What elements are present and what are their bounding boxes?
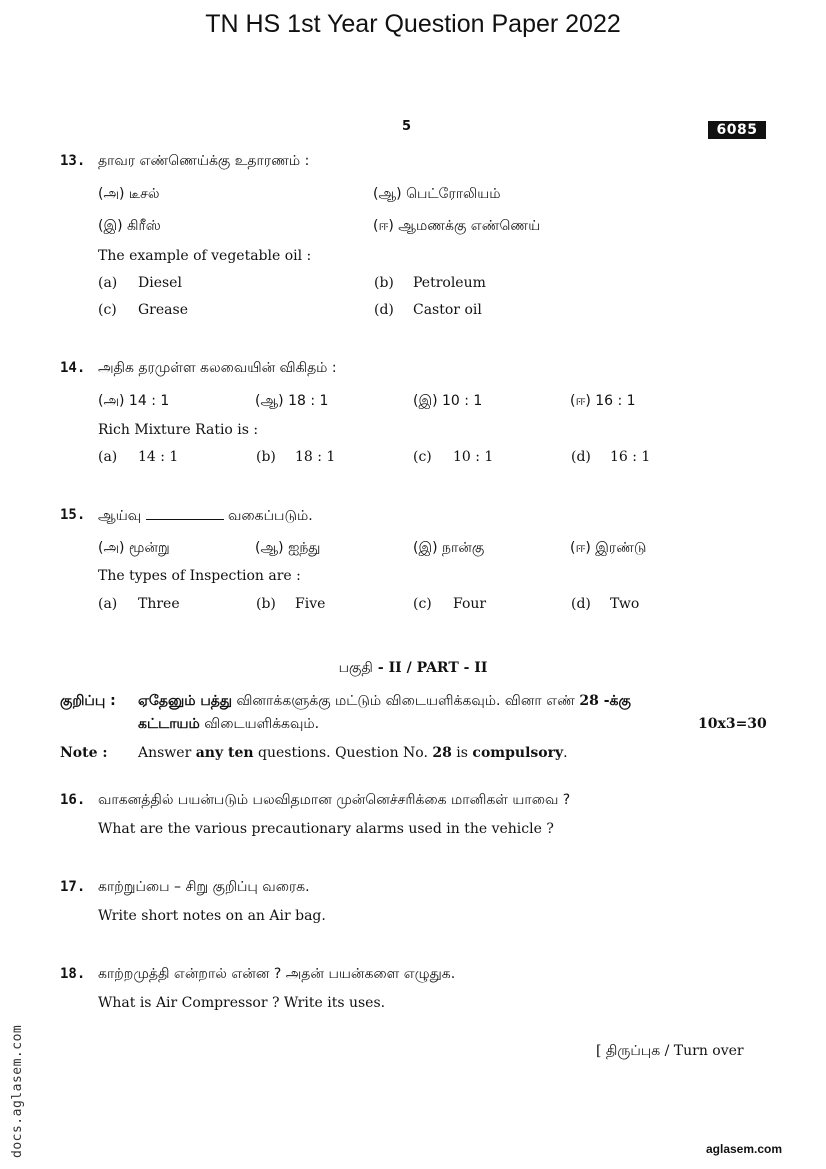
option-label-a: (a): [98, 596, 118, 612]
question-text-english: What are the various precautionary alarms used in the vehicle ?: [98, 821, 554, 837]
note-tamil-compulsory: கட்டாயம்: [138, 716, 200, 732]
option-tamil-c: (இ) கிரீஸ்: [98, 218, 161, 234]
note-tamil-line1: [138, 693, 631, 711]
option-text-b: 18 : 1: [295, 449, 336, 465]
part-heading-tamil: பகுதி: [338, 660, 373, 676]
option-tamil-c: (இ) 10 : 1: [413, 393, 483, 409]
option-tamil-d: (ஈ) 16 : 1: [570, 393, 636, 409]
option-label-b: (b): [256, 596, 276, 612]
question-text-pre: ஆய்வு: [98, 508, 142, 524]
part-heading-english: - II / PART - II: [377, 660, 488, 676]
option-tamil-a: (அ) மூன்று: [98, 540, 170, 556]
option-tamil-c: (இ) நான்கு: [413, 540, 485, 556]
paper-code-badge: 6085: [708, 121, 766, 139]
option-text-a: Three: [138, 596, 180, 612]
option-tamil-a: (அ) டீசல்: [98, 186, 160, 202]
question-text-english: The example of vegetable oil :: [98, 248, 312, 264]
note-tamil-suffix: -க்கு: [598, 693, 631, 709]
option-label-d: (d): [374, 302, 394, 318]
note-tamil-number: 28: [579, 693, 599, 709]
page-number: 5: [402, 119, 412, 134]
option-text-a: Diesel: [138, 275, 182, 291]
note-question-number: 28: [432, 745, 452, 761]
question-text-tamil: தாவர எண்ணெய்க்கு உதாரணம் :: [98, 153, 310, 169]
option-text-a: 14 : 1: [138, 449, 179, 465]
note-text-3: is: [451, 745, 473, 761]
option-label-a: (a): [98, 275, 118, 291]
option-tamil-d: (ஈ) இரண்டு: [570, 540, 647, 556]
marks-scheme: 10x3=30: [698, 716, 767, 732]
question-text-english: Rich Mixture Ratio is :: [98, 422, 259, 438]
note-tamil-line2: [138, 716, 319, 734]
note-english-label: Note :: [60, 745, 108, 761]
option-tamil-b: (ஆ) 18 : 1: [255, 393, 329, 409]
option-tamil-d: (ஈ) ஆமணக்கு எண்ணெய்: [373, 218, 541, 234]
question-number: 15.: [60, 507, 86, 523]
question-text-tamil: [98, 507, 313, 526]
note-tamil-text: வினாக்களுக்கு மட்டும் விடையளிக்கவும். வினா எண்: [232, 693, 580, 709]
option-tamil-a: (அ) 14 : 1: [98, 393, 170, 409]
question-number: 14.: [60, 360, 86, 376]
note-text-4: .: [563, 745, 568, 761]
option-text-b: Petroleum: [413, 275, 486, 291]
question-text-tamil: காற்றமுத்தி என்றால் என்ன ? அதன் பயன்களை எழுதுக.: [98, 966, 456, 982]
option-tamil-b: (ஆ) பெட்ரோலியம்: [373, 186, 501, 202]
option-text-c: 10 : 1: [453, 449, 494, 465]
question-text-english: The types of Inspection are :: [98, 568, 301, 584]
option-label-c: (c): [413, 449, 432, 465]
note-text-2: questions. Question No.: [253, 745, 433, 761]
question-number: 13.: [60, 153, 86, 169]
page-title: TN HS 1st Year Question Paper 2022: [205, 10, 621, 38]
question-number: 16.: [60, 792, 86, 808]
note-text-1: Answer: [138, 745, 196, 761]
note-english-text: [138, 745, 568, 761]
question-text-tamil: அதிக தரமுள்ள கலவையின் விகிதம் :: [98, 360, 337, 376]
question-text-tamil: காற்றுப்பை – சிறு குறிப்பு வரைக.: [98, 879, 310, 895]
turn-over-note: [ திருப்புக / Turn over: [596, 1043, 744, 1059]
note-any-ten: any ten: [195, 745, 254, 761]
note-tamil-label: குறிப்பு :: [60, 693, 116, 709]
note-tamil-bold: ஏதேனும் பத்து: [138, 693, 233, 709]
part-heading: [0, 657, 826, 678]
question-number: 17.: [60, 879, 86, 895]
option-text-d: 16 : 1: [610, 449, 651, 465]
option-text-c: Four: [453, 596, 487, 612]
option-label-a: (a): [98, 449, 118, 465]
option-label-d: (d): [571, 596, 591, 612]
footer-brand: aglasem.com: [706, 1142, 783, 1156]
option-label-d: (d): [571, 449, 591, 465]
option-label-b: (b): [374, 275, 394, 291]
note-compulsory: compulsory: [472, 745, 564, 761]
question-text-english: Write short notes on an Air bag.: [98, 908, 326, 924]
option-text-d: Two: [610, 596, 640, 612]
option-label-c: (c): [413, 596, 432, 612]
option-tamil-b: (ஆ) ஐந்து: [255, 540, 321, 556]
option-text-d: Castor oil: [413, 302, 482, 318]
fill-in-blank: [146, 507, 224, 520]
question-text-post: வகைப்படும்.: [228, 508, 313, 524]
question-text-english: What is Air Compressor ? Write its uses.: [98, 995, 386, 1011]
option-label-b: (b): [256, 449, 276, 465]
question-number: 18.: [60, 966, 86, 982]
side-watermark: docs.aglasem.com: [10, 1024, 25, 1158]
note-tamil-text-end: விடையளிக்கவும்.: [199, 716, 320, 732]
option-label-c: (c): [98, 302, 117, 318]
question-text-tamil: வாகனத்தில் பயன்படும் பலவிதமான முன்னெச்சரிக்கை மானிகள் யாவை ?: [98, 792, 571, 808]
option-text-b: Five: [295, 596, 326, 612]
option-text-c: Grease: [138, 302, 188, 318]
